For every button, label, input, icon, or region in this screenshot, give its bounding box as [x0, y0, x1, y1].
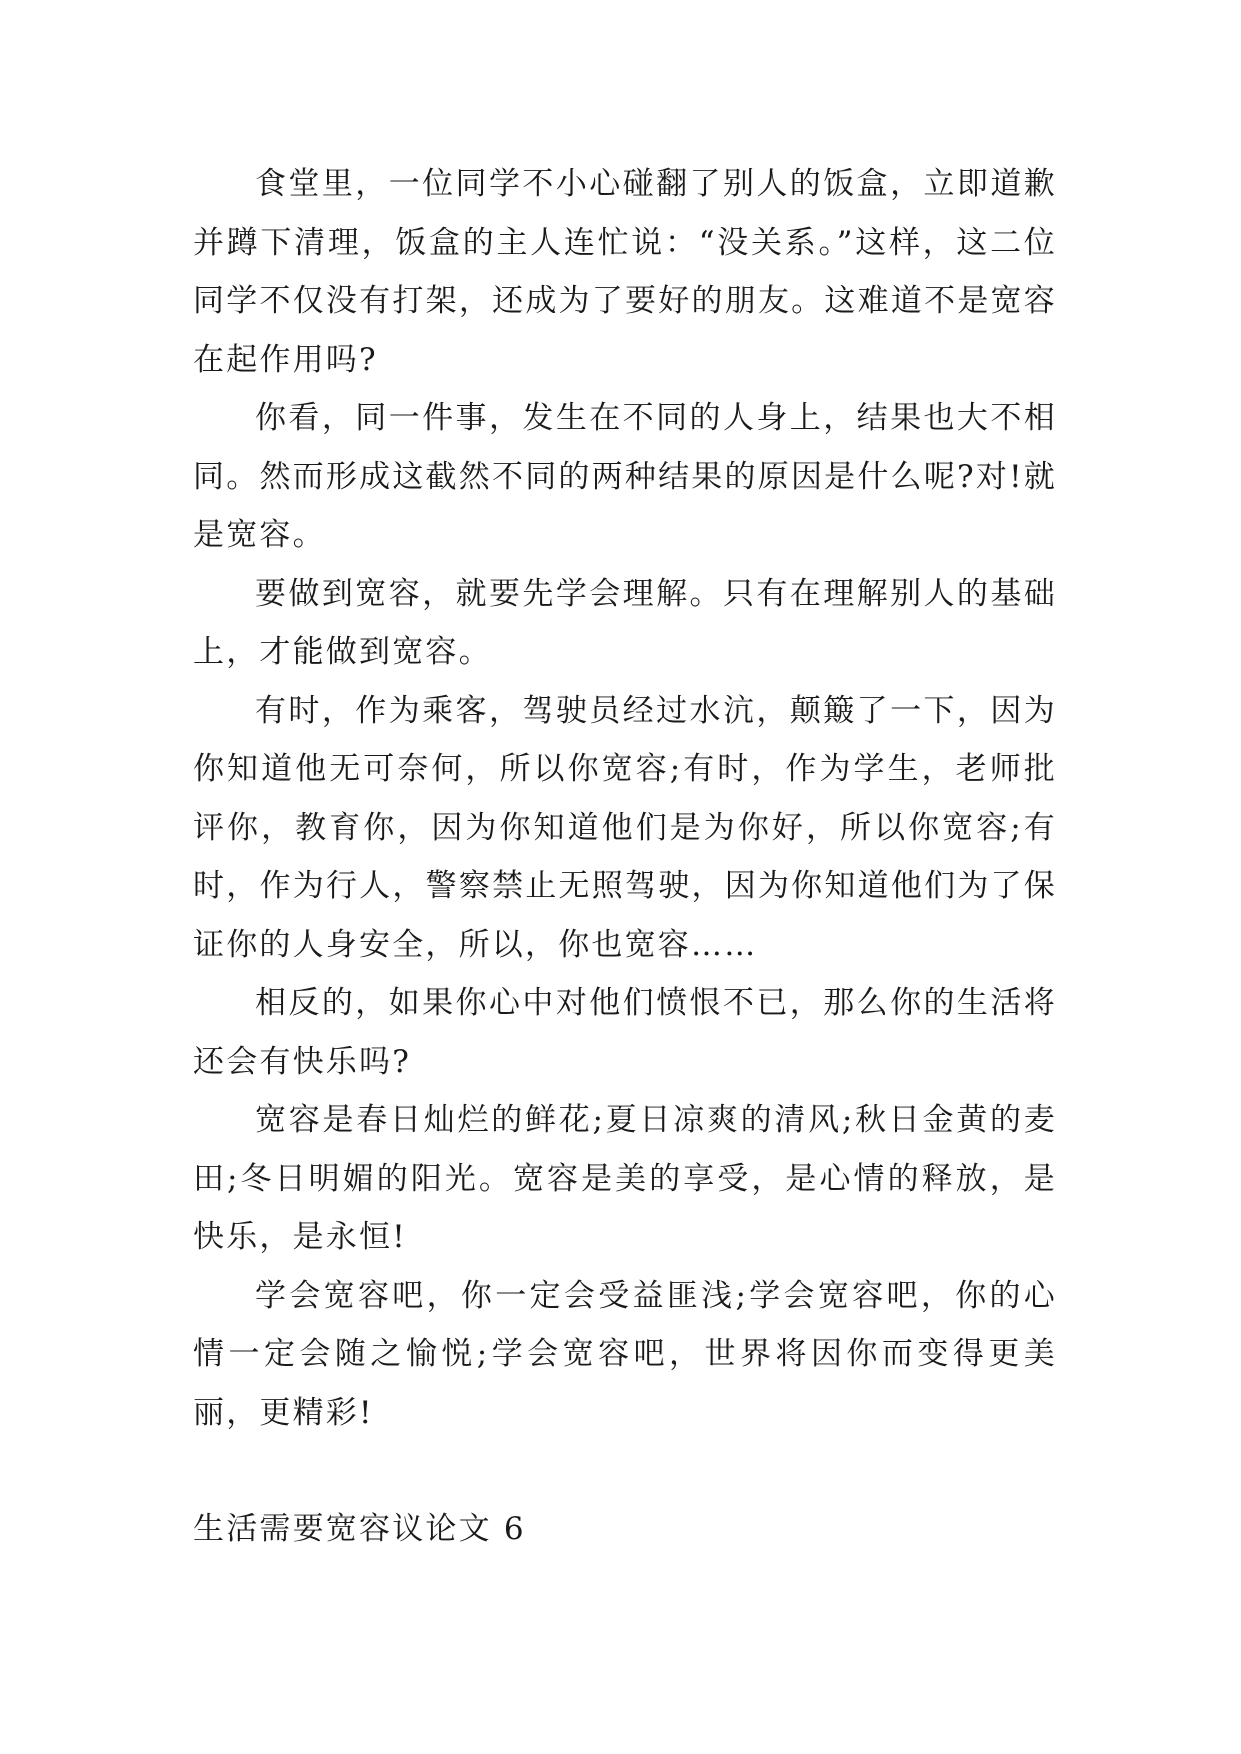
paragraph-same-event: 你看，同一件事，发生在不同的人身上，结果也大不相同。然而形成这截然不同的两种结果的原因是什么呢?对!就是宽容。	[193, 400, 1057, 553]
paragraph-canteen: 食堂里，一位同学不小心碰翻了别人的饭盒，立即道歉并蹲下清理，饭盒的主人连忙说：“没关系。”这样，这二位同学不仅没有打架，还成为了要好的朋友。这难道不是宽容在起作用吗?	[193, 166, 1057, 378]
paragraph-contrary: 相反的，如果你心中对他们愤恨不已，那么你的生活将还会有快乐吗?	[193, 985, 1057, 1080]
paragraph-conclusion: 学会宽容吧，你一定会受益匪浅;学会宽容吧，你的心情一定会随之愉悦;学会宽容吧，世界将因你而变得更美丽，更精彩!	[193, 1277, 1057, 1431]
paragraph-examples: 有时，作为乘客，驾驶员经过水沆，颠簸了一下，因为你知道他无可奈何，所以你宽容;有时，作为学生，老师批评你，教育你，因为你知道他们是为你好，所以你宽容;有时，作为行人，警察禁止无照驾驶，因为你知道他们为了保证你的人身安全，所以，你也宽容……	[193, 692, 1057, 963]
document-body	[193, 155, 1057, 1559]
paragraph-seasons: 宽容是春日灿烂的鲜花;夏日凉爽的清风;秋日金黄的麦田;冬日明媚的阳光。宽容是美的享受，是心情的释放，是快乐，是永恒!	[193, 1102, 1057, 1255]
paragraph-understanding: 要做到宽容，就要先学会理解。只有在理解别人的基础上，才能做到宽容。	[193, 575, 1057, 670]
section-title: 生活需要宽容议论文 6	[193, 1511, 526, 1547]
